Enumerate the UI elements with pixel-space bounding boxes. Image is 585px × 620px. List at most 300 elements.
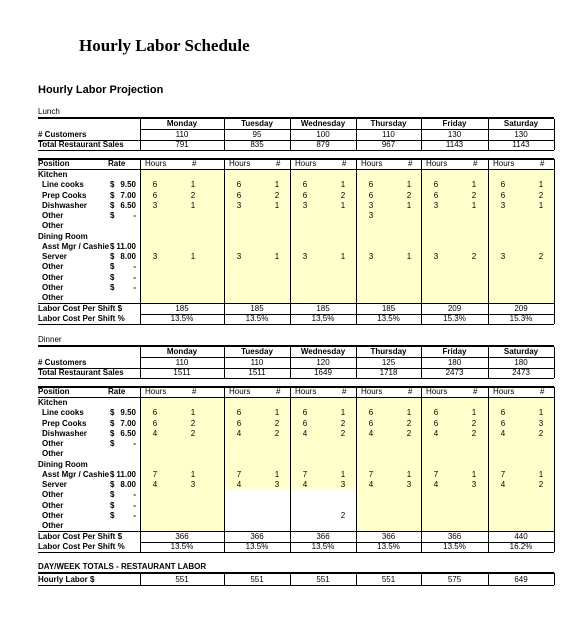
- hours-value: 4: [236, 428, 242, 438]
- sales-value: 967: [381, 140, 396, 149]
- rate-value: -: [133, 262, 136, 272]
- count-value: 1: [406, 252, 412, 261]
- hours-value: 3: [368, 252, 374, 261]
- grid-line: [140, 119, 141, 150]
- grid-line: [421, 159, 422, 303]
- count-header: #: [540, 387, 545, 396]
- count-value: 2: [190, 418, 196, 428]
- grid-line: [224, 531, 225, 552]
- rate-currency: $: [110, 282, 115, 292]
- position-name: Other: [42, 272, 64, 282]
- hours-value: 6: [433, 418, 439, 428]
- position-name: Other: [42, 490, 64, 500]
- hours-value: 6: [302, 190, 308, 200]
- hours-value: 3: [500, 252, 506, 261]
- rate-value: -: [133, 439, 136, 448]
- rate-value: 8.00: [120, 480, 136, 489]
- customers-value: 130: [447, 130, 462, 139]
- count-value: 1: [471, 180, 477, 190]
- position-name: Other: [42, 282, 64, 292]
- hours-value: 7: [433, 469, 439, 479]
- grid-line: [554, 573, 555, 585]
- position-name: Other: [42, 449, 64, 459]
- grid-line: [356, 531, 357, 552]
- count-value: 2: [340, 510, 346, 520]
- grid-line: [488, 119, 489, 150]
- labor-pct-value: 13.5%: [377, 314, 400, 324]
- grid-line: [554, 119, 555, 150]
- hours-value: 3: [236, 200, 242, 210]
- count-value: 3: [190, 480, 196, 489]
- grid-line: [488, 347, 489, 378]
- sales-value: 1718: [379, 368, 398, 377]
- sales-value: 1511: [248, 368, 266, 377]
- customers-label: # Customers: [38, 130, 87, 139]
- labor-cost-value: 366: [381, 532, 396, 542]
- hours-value: 6: [152, 190, 158, 200]
- grid-line: [290, 573, 291, 585]
- customers-value: 120: [316, 358, 330, 367]
- day-header-wednesday: Wednesday: [300, 119, 346, 128]
- count-value: 1: [190, 252, 196, 261]
- page-title: Hourly Labor Schedule: [79, 36, 250, 55]
- count-value: 1: [471, 200, 477, 210]
- hours-value: 3: [433, 200, 439, 210]
- hours-value: 3: [433, 252, 439, 261]
- grid-line: [356, 573, 357, 585]
- grid-line: [488, 303, 489, 324]
- customers-value: 130: [514, 130, 528, 139]
- hours-value: 3: [302, 252, 308, 261]
- grid-line: [290, 303, 291, 324]
- hours-value: 4: [368, 428, 374, 438]
- rate-currency: $: [110, 211, 115, 220]
- hours-header: Hours: [361, 159, 383, 168]
- rate-currency: $: [110, 469, 115, 479]
- hours-header: Hours: [426, 159, 448, 168]
- grid-line: [356, 347, 357, 378]
- day-header-thursday: Thursday: [370, 119, 407, 128]
- grid-line: [140, 531, 141, 552]
- labor-pct-value: 13.5%: [311, 314, 335, 324]
- count-value: 2: [406, 428, 412, 438]
- rate-currency: $: [110, 252, 115, 261]
- grid-line: [140, 303, 141, 324]
- count-value: 2: [471, 418, 477, 428]
- labor-cost-value: 209: [447, 304, 462, 314]
- day-header-friday: Friday: [442, 119, 467, 128]
- hours-header: Hours: [229, 387, 251, 396]
- totals-title: DAY/WEEK TOTALS - RESTAURANT LABOR: [38, 562, 207, 571]
- day-header-friday: Friday: [442, 347, 467, 356]
- position-name: Dishwasher: [42, 200, 87, 210]
- lunch-section-label: Lunch: [38, 107, 60, 116]
- labor-cost-pct-label: Labor Cost Per Shift %: [38, 542, 125, 552]
- hours-value: 4: [152, 428, 158, 438]
- labor-pct-value: 13.5%: [377, 542, 400, 552]
- hours-value: 6: [500, 180, 506, 190]
- grid-line: [421, 347, 422, 378]
- hours-value: 7: [500, 469, 506, 479]
- rate-value: 11.00: [116, 241, 136, 251]
- count-value: 2: [471, 190, 477, 200]
- grid-line: [224, 159, 225, 303]
- hourly-labor-label: Hourly Labor $: [38, 575, 95, 584]
- hours-value: 6: [152, 418, 158, 428]
- labor-cost-shift-label: Labor Cost Per Shift $: [38, 304, 123, 314]
- grid-line: [290, 159, 291, 303]
- rate-currency: $: [110, 272, 115, 282]
- hourly-labor-value: 551: [381, 575, 396, 584]
- customers-value: 110: [250, 358, 264, 367]
- count-value: 2: [406, 190, 412, 200]
- rate-value: -: [133, 282, 136, 292]
- hours-value: 4: [500, 480, 506, 489]
- rate-currency: $: [110, 439, 115, 448]
- hours-value: 6: [433, 180, 439, 190]
- labor-cost-value: 366: [447, 532, 462, 542]
- customers-value: 110: [175, 358, 189, 367]
- grid-line: [140, 573, 141, 585]
- hours-value: 7: [368, 469, 374, 479]
- hours-header: Hours: [493, 387, 515, 396]
- count-value: 2: [471, 428, 477, 438]
- hours-value: 4: [500, 428, 506, 438]
- hours-value: 4: [433, 428, 439, 438]
- count-header: #: [408, 159, 413, 168]
- grid-line: [140, 542, 554, 543]
- count-value: 2: [190, 190, 196, 200]
- hours-value: 6: [152, 408, 158, 418]
- hours-header: Hours: [145, 387, 167, 396]
- hours-value: 6: [433, 190, 439, 200]
- customers-value: 110: [382, 130, 395, 139]
- position-name: Asst Mgr / Cashie: [42, 469, 110, 479]
- customers-value: 180: [447, 358, 462, 367]
- rate-label: Rate: [108, 159, 126, 168]
- hours-value: 7: [152, 469, 158, 479]
- hours-value: 6: [236, 190, 242, 200]
- rate-value: -: [133, 211, 136, 220]
- position-name: Other: [42, 510, 64, 520]
- customers-value: 125: [381, 358, 396, 367]
- count-header: #: [276, 387, 281, 396]
- hours-value: 3: [302, 200, 308, 210]
- position-name: Other: [42, 500, 64, 510]
- count-value: 2: [190, 428, 196, 438]
- customers-value: 110: [175, 130, 189, 139]
- hourly-labor-value: 551: [316, 575, 330, 584]
- hours-value: 6: [302, 180, 308, 190]
- grid-line: [356, 159, 357, 303]
- position-name: Prep Cooks: [42, 190, 87, 200]
- rate-value: 7.00: [120, 190, 136, 200]
- count-header: #: [408, 387, 413, 396]
- count-value: 1: [190, 200, 196, 210]
- count-value: 1: [340, 469, 346, 479]
- grid-line: [140, 159, 141, 303]
- labor-cost-value: 185: [316, 304, 330, 314]
- hours-value: 4: [433, 480, 439, 489]
- hours-value: 6: [302, 408, 308, 418]
- day-header-tuesday: Tuesday: [241, 119, 273, 128]
- day-header-saturday: Saturday: [503, 347, 539, 356]
- hours-header: Hours: [493, 159, 515, 168]
- count-value: 1: [340, 180, 346, 190]
- sales-value: 1143: [512, 140, 530, 149]
- hours-value: 4: [302, 480, 308, 489]
- count-header: #: [192, 159, 197, 168]
- hourly-labor-value: 575: [447, 575, 462, 584]
- rate-value: -: [133, 490, 136, 500]
- count-value: 2: [340, 190, 346, 200]
- labor-cost-value: 366: [175, 532, 189, 542]
- grid-line: [224, 303, 225, 324]
- sales-value: 835: [250, 140, 264, 149]
- rate-value: 8.00: [120, 252, 136, 261]
- sales-value: 1649: [314, 368, 332, 377]
- hours-value: 6: [302, 418, 308, 428]
- grid-line: [38, 378, 554, 379]
- hours-value: 6: [500, 190, 506, 200]
- count-value: 2: [538, 480, 544, 489]
- hours-value: 4: [236, 480, 242, 489]
- count-value: 1: [406, 408, 412, 418]
- grid-line: [140, 314, 554, 315]
- hours-header: Hours: [229, 159, 251, 168]
- labor-cost-value: 185: [175, 304, 189, 314]
- position-label: Position: [38, 159, 70, 168]
- hours-value: 7: [302, 469, 308, 479]
- hours-value: 3: [368, 200, 374, 210]
- count-value: 1: [190, 408, 196, 418]
- count-value: 1: [340, 200, 346, 210]
- labor-cost-shift-label: Labor Cost Per Shift $: [38, 532, 123, 542]
- count-value: 2: [538, 428, 544, 438]
- customers-value: 100: [316, 130, 330, 139]
- grid-line: [421, 119, 422, 150]
- count-header: #: [473, 159, 478, 168]
- rate-currency: $: [110, 480, 115, 489]
- sales-value: 2473: [445, 368, 464, 377]
- rate-value: 9.50: [120, 408, 136, 418]
- rate-currency: $: [110, 180, 115, 190]
- hours-header: Hours: [295, 159, 317, 168]
- grid-line: [38, 572, 554, 574]
- rate-value: -: [133, 500, 136, 510]
- rate-value: 9.50: [120, 180, 136, 190]
- labor-cost-value: 440: [514, 532, 528, 542]
- position-name: Server: [42, 480, 67, 489]
- day-header-tuesday: Tuesday: [241, 347, 273, 356]
- grid-line: [421, 303, 422, 324]
- labor-pct-value: 13.5%: [170, 314, 194, 324]
- hours-value: 4: [368, 480, 374, 489]
- count-value: 3: [406, 480, 412, 489]
- grid-line: [224, 387, 225, 531]
- grid-line: [224, 573, 225, 585]
- position-name: Other: [42, 293, 64, 302]
- labor-pct-value: 13.5%: [245, 542, 269, 552]
- grid-line: [421, 573, 422, 585]
- grid-line: [38, 324, 554, 325]
- count-header: #: [192, 387, 197, 396]
- count-value: 1: [471, 469, 477, 479]
- labor-pct-value: 13.5%: [443, 542, 466, 552]
- rate-value: -: [133, 272, 136, 282]
- count-value: 3: [340, 480, 346, 489]
- position-name: Line cooks: [42, 408, 84, 418]
- hours-value: 6: [500, 408, 506, 418]
- count-header: #: [473, 387, 478, 396]
- grid-line: [38, 140, 554, 141]
- count-value: 1: [538, 469, 544, 479]
- grid-line: [224, 119, 225, 150]
- count-value: 1: [538, 180, 544, 190]
- grid-line: [488, 387, 489, 531]
- count-header: #: [342, 387, 347, 396]
- grid-line: [488, 159, 489, 303]
- count-value: 2: [274, 418, 280, 428]
- labor-pct-value: 15.3%: [509, 314, 533, 324]
- position-name: Dishwasher: [42, 428, 87, 438]
- rate-currency: $: [110, 200, 115, 210]
- customers-label: # Customers: [38, 358, 87, 367]
- grid-line: [421, 387, 422, 531]
- position-name: Line cooks: [42, 180, 84, 190]
- count-value: 1: [274, 469, 280, 479]
- rate-label: Rate: [108, 387, 126, 396]
- hours-value: 3: [152, 252, 158, 261]
- hours-value: 6: [368, 408, 374, 418]
- count-value: 1: [538, 200, 544, 210]
- grid-line: [140, 347, 141, 378]
- grid-line: [290, 119, 291, 150]
- grid-line: [488, 573, 489, 585]
- grid-line: [38, 150, 554, 151]
- position-label: Position: [38, 387, 70, 396]
- count-value: 2: [471, 252, 477, 261]
- count-value: 1: [274, 252, 280, 261]
- count-value: 2: [340, 418, 346, 428]
- hours-value: 6: [433, 408, 439, 418]
- grid-line: [290, 347, 291, 378]
- customers-value: 180: [514, 358, 528, 367]
- labor-pct-value: 13.5%: [311, 542, 335, 552]
- count-value: 1: [190, 469, 196, 479]
- count-value: 2: [274, 428, 280, 438]
- labor-pct-value: 13.5%: [245, 314, 269, 324]
- grid-line: [224, 347, 225, 378]
- hours-value: 4: [302, 428, 308, 438]
- sales-value: 2473: [512, 368, 530, 377]
- count-value: 3: [538, 418, 544, 428]
- hours-value: 3: [152, 200, 158, 210]
- hours-value: 3: [500, 200, 506, 210]
- hourly-labor-value: 649: [514, 575, 528, 584]
- sales-label: Total Restaurant Sales: [38, 368, 124, 377]
- hourly-labor-value: 551: [250, 575, 264, 584]
- count-value: 1: [406, 180, 412, 190]
- count-value: 2: [538, 190, 544, 200]
- count-value: 1: [471, 408, 477, 418]
- position-name: Prep Cooks: [42, 418, 87, 428]
- grid-line: [356, 119, 357, 150]
- grid-line: [290, 531, 291, 552]
- grid-line: [554, 303, 555, 324]
- kitchen-group-label: Kitchen: [38, 170, 68, 179]
- grid-line: [38, 552, 554, 553]
- position-name: Other: [42, 211, 64, 220]
- hours-value: 4: [152, 480, 158, 489]
- hours-value: 6: [368, 418, 374, 428]
- count-value: 3: [471, 480, 477, 489]
- hours-value: 6: [236, 418, 242, 428]
- hours-value: 6: [152, 180, 158, 190]
- count-header: #: [342, 159, 347, 168]
- position-name: Other: [42, 439, 64, 448]
- rate-value: 7.00: [120, 418, 136, 428]
- rate-currency: $: [110, 262, 115, 272]
- count-value: 1: [340, 408, 346, 418]
- count-header: #: [540, 159, 545, 168]
- position-name: Other: [42, 262, 64, 272]
- hours-value: 3: [236, 252, 242, 261]
- sales-value: 1511: [173, 368, 191, 377]
- rate-currency: $: [110, 241, 115, 251]
- hours-value: 6: [368, 190, 374, 200]
- rate-currency: $: [110, 408, 115, 418]
- grid-line: [421, 531, 422, 552]
- sales-value: 1143: [445, 140, 464, 149]
- rate-value: 6.50: [120, 200, 136, 210]
- dining-group-label: Dining Room: [38, 459, 88, 469]
- count-value: 1: [406, 200, 412, 210]
- count-value: 2: [340, 428, 346, 438]
- grid-line: [140, 387, 141, 531]
- grid-line: [38, 585, 554, 586]
- hours-header: Hours: [295, 387, 317, 396]
- hours-header: Hours: [145, 159, 167, 168]
- rate-currency: $: [110, 418, 115, 428]
- sales-label: Total Restaurant Sales: [38, 140, 124, 149]
- grid-line: [554, 531, 555, 552]
- labor-cost-value: 185: [250, 304, 264, 314]
- dinner-section-label: Dinner: [38, 335, 62, 344]
- hours-value: 3: [368, 211, 374, 220]
- count-value: 3: [274, 480, 280, 489]
- day-header-monday: Monday: [166, 347, 198, 356]
- day-header-saturday: Saturday: [503, 119, 539, 128]
- hours-value: 7: [236, 469, 242, 479]
- rate-currency: $: [110, 510, 115, 520]
- customers-value: 95: [252, 130, 262, 139]
- position-name: Server: [42, 252, 67, 261]
- rate-currency: $: [110, 490, 115, 500]
- count-value: 2: [538, 252, 544, 261]
- kitchen-group-label: Kitchen: [38, 398, 68, 407]
- count-value: 1: [190, 180, 196, 190]
- day-header-wednesday: Wednesday: [300, 347, 346, 356]
- rate-value: 11.00: [116, 469, 136, 479]
- position-name: Other: [42, 221, 64, 231]
- grid-line: [356, 303, 357, 324]
- count-value: 2: [406, 418, 412, 428]
- count-value: 1: [274, 200, 280, 210]
- count-value: 1: [340, 252, 346, 261]
- sales-value: 791: [175, 140, 189, 149]
- grid-line: [554, 159, 555, 303]
